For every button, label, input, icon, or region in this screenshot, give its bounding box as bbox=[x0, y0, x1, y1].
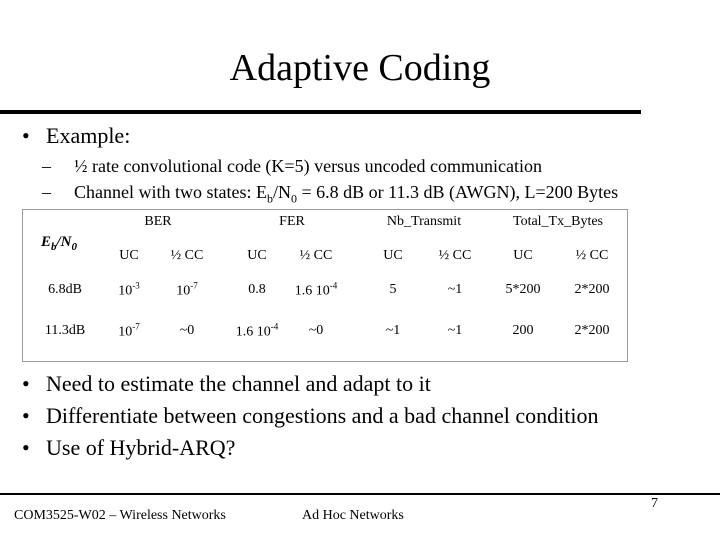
slide-title: Adaptive Coding bbox=[229, 47, 491, 89]
table-cell-text: 2*200 bbox=[574, 282, 610, 297]
table-cell-text: ~0 bbox=[179, 323, 195, 338]
sub-bullet-2-mid: /N bbox=[272, 182, 291, 202]
column-header bbox=[513, 248, 532, 264]
table-cell bbox=[575, 323, 610, 339]
column-header bbox=[383, 248, 402, 264]
column-header-text: ½ CC bbox=[299, 248, 333, 263]
column-header-text: UC bbox=[119, 248, 139, 263]
table-cell bbox=[390, 282, 397, 298]
table-cell-text: ~1 bbox=[447, 282, 463, 297]
bullet-dot: • bbox=[22, 123, 30, 148]
sub-bullet-2-sub-0: 0 bbox=[290, 191, 297, 206]
table-cell bbox=[118, 322, 140, 341]
table-cell bbox=[575, 282, 610, 298]
ebno-e: E bbox=[41, 234, 52, 250]
dash: – bbox=[42, 182, 51, 202]
row-label bbox=[45, 323, 85, 339]
sub-bullet-2-sub-b: b bbox=[266, 191, 273, 206]
group-header-text: BER bbox=[144, 214, 172, 229]
table-cell bbox=[513, 323, 534, 339]
bullet-dot: • bbox=[22, 435, 30, 460]
column-header bbox=[119, 248, 138, 264]
bullet-dot: • bbox=[22, 371, 30, 396]
column-header-text: UC bbox=[247, 248, 267, 263]
title-underline bbox=[0, 110, 641, 114]
dash: – bbox=[42, 156, 51, 176]
group-header-text: FER bbox=[279, 214, 305, 229]
bullet-example bbox=[22, 122, 130, 150]
column-header-text: ½ CC bbox=[170, 248, 204, 263]
bullet-differentiate-text: Differentiate between congestions and a bad channel condition bbox=[46, 403, 599, 428]
table-cell bbox=[448, 323, 463, 339]
table-cell-text: ~0 bbox=[308, 323, 324, 338]
sub-bullet-2 bbox=[42, 181, 618, 210]
sub-bullet-2-post: = 6.8 dB or 11.3 dB (AWGN), L=200 Bytes bbox=[296, 182, 619, 202]
row-label-text: 11.3dB bbox=[44, 323, 86, 338]
table-cell-text: 1.6 10 bbox=[294, 283, 330, 299]
table-cell-text: 5 bbox=[389, 282, 397, 297]
column-header bbox=[171, 248, 204, 264]
sub-bullet-2-pre: Channel with two states: E bbox=[74, 182, 267, 202]
footer-course: COM3525-W02 – Wireless Networks bbox=[14, 508, 226, 523]
column-header-text: ½ CC bbox=[575, 248, 609, 263]
column-header bbox=[439, 248, 472, 264]
bullet-dot: • bbox=[22, 403, 30, 428]
table-cell-text: 5*200 bbox=[505, 282, 541, 297]
column-header bbox=[247, 248, 266, 264]
ebno-b: b bbox=[51, 241, 57, 253]
table-cell-text: 10 bbox=[176, 283, 191, 299]
group-header bbox=[513, 214, 603, 230]
table-cell-exponent: -4 bbox=[270, 321, 279, 332]
column-header-text: UC bbox=[383, 248, 403, 263]
table-cell bbox=[236, 322, 279, 341]
table-cell-text: ~1 bbox=[385, 323, 401, 338]
row-label-text: 6.8dB bbox=[48, 282, 82, 297]
group-header-text: Nb_Transmit bbox=[386, 214, 462, 229]
table-cell-text: 200 bbox=[512, 323, 534, 338]
group-header bbox=[279, 214, 305, 230]
table-cell bbox=[448, 282, 463, 298]
table-cell-text: 2*200 bbox=[574, 323, 610, 338]
bullet-estimate-text: Need to estimate the channel and adapt to it bbox=[46, 371, 431, 396]
ebno-n: /N bbox=[56, 234, 72, 250]
table-cell-text: 10 bbox=[118, 283, 133, 299]
table-cell bbox=[176, 281, 198, 300]
table-cell-text: 10 bbox=[118, 324, 133, 340]
table-cell bbox=[309, 323, 324, 339]
bullet-harq bbox=[22, 434, 235, 462]
table-cell bbox=[180, 323, 195, 339]
footer-rule bbox=[0, 493, 720, 495]
group-header-text: Total_Tx_Bytes bbox=[512, 214, 604, 229]
table-cell-text: 1.6 10 bbox=[235, 324, 271, 340]
row-label bbox=[48, 282, 82, 298]
table-cell bbox=[386, 323, 401, 339]
table-cell-exponent: -7 bbox=[190, 280, 198, 291]
ebno-header bbox=[41, 234, 77, 253]
table-cell-text: 0.8 bbox=[248, 282, 266, 297]
column-header-text: ½ CC bbox=[438, 248, 472, 263]
table-cell bbox=[295, 281, 338, 300]
page-number: 7 bbox=[651, 496, 658, 511]
ebno-0: 0 bbox=[71, 241, 78, 253]
table-cell bbox=[506, 282, 541, 298]
table-cell bbox=[248, 282, 266, 298]
column-header bbox=[300, 248, 333, 264]
table-cell-exponent: -4 bbox=[329, 280, 338, 291]
column-header bbox=[576, 248, 609, 264]
sub-bullet-1 bbox=[42, 155, 542, 177]
results-table bbox=[22, 209, 628, 362]
column-header-text: UC bbox=[513, 248, 533, 263]
table-cell bbox=[118, 281, 140, 300]
group-header bbox=[144, 214, 171, 230]
group-header bbox=[387, 214, 461, 230]
bullet-harq-text: Use of Hybrid-ARQ? bbox=[46, 435, 236, 460]
bullet-estimate bbox=[22, 370, 431, 398]
table-cell-exponent: -7 bbox=[132, 321, 140, 332]
sub-bullet-1-text: ½ rate convolutional code (K=5) versus uncoded communication bbox=[74, 156, 543, 176]
table-cell-exponent: -3 bbox=[132, 280, 140, 291]
bullet-differentiate bbox=[22, 402, 598, 430]
footer-topic: Ad Hoc Networks bbox=[302, 508, 404, 523]
table-cell-text: ~1 bbox=[447, 323, 463, 338]
bullet-example-text: Example: bbox=[46, 123, 131, 148]
